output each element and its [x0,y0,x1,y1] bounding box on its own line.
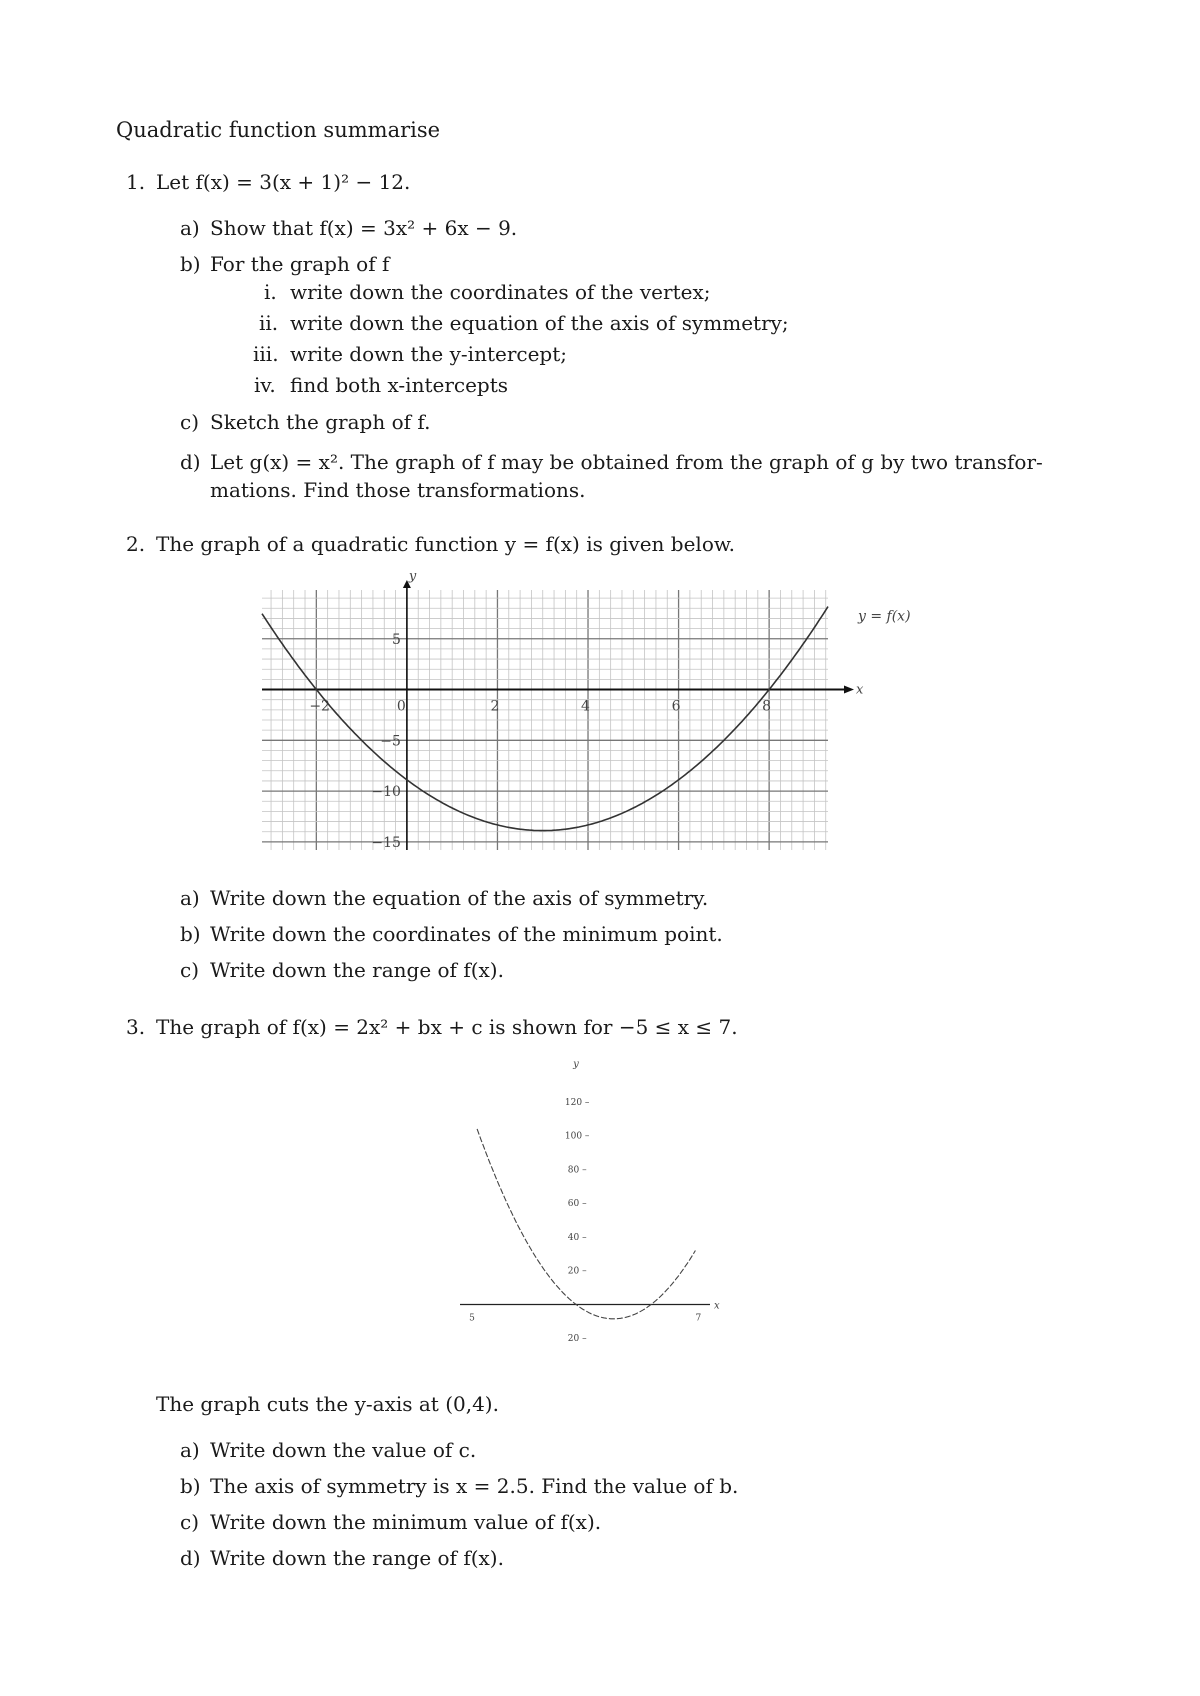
q2a-label: a) [180,886,200,910]
page-title: Quadratic function summarise [116,118,441,142]
q1d-label: d) [180,450,201,474]
y-tick-label: −10 [371,784,401,801]
q1b-iv-label: iv. [254,373,276,397]
q1a-text: Show that f(x) = 3x² + 6x − 9. [210,216,518,240]
x-tick-label: 2 [490,698,500,715]
y-tick-label: 120 – [564,1097,590,1108]
y-tick-label: 40 – [567,1232,587,1243]
q3b-text: The axis of symmetry is x = 2.5. Find the value of b. [210,1474,739,1498]
q3a-label: a) [180,1438,200,1462]
q1b-label: b) [180,252,201,276]
y-tick-label: −15 [371,834,401,851]
q2-graph-svg [250,569,950,860]
q1a-label: a) [180,216,200,240]
y-tick-label: 100 – [564,1131,590,1142]
x-tick-label: 8 [762,698,772,715]
q3a-text: Write down the value of c. [210,1438,477,1462]
y-axis-label: y [573,1059,579,1070]
y-tick-label: 80 – [567,1165,587,1176]
q2a-text: Write down the equation of the axis of symmetry. [210,886,709,910]
q1b-iii-text: write down the y-intercept; [290,342,568,366]
x-tick-label: 5 [469,1313,475,1324]
q3-stem: The graph of f(x) = 2x² + bx + c is shown for −5 ≤ x ≤ 7. [156,1015,738,1039]
x-tick-label: 6 [671,698,681,715]
x-tick-label: 0 [396,698,406,715]
q2c-label: c) [180,958,200,982]
q2-number: 2. [126,532,146,556]
y-tick-label: 5 [391,631,401,648]
q3-graph [460,1055,730,1359]
q2b-text: Write down the coordinates of the minimum point. [210,922,723,946]
q3b-label: b) [180,1474,201,1498]
curve-label: y = f(x) [858,608,911,625]
x-tick-label: −2 [309,698,330,715]
q1b-iv-text: find both x-intercepts [290,373,509,397]
y-tick-label: 20 – [567,1266,587,1277]
q2b-label: b) [180,922,201,946]
q3-note: The graph cuts the y-axis at (0,4). [156,1392,499,1416]
q3c-text: Write down the minimum value of f(x). [210,1510,602,1534]
q1d-line2: mations. Find those transformations. [210,478,586,502]
x-axis-label: x [714,1300,720,1312]
q2c-text: Write down the range of f(x). [210,958,504,982]
q1d-line1: Let g(x) = x². The graph of f may be obtained from the graph of g by two transfor- [210,450,1043,474]
q3-number: 3. [126,1015,146,1039]
q2-stem: The graph of a quadratic function y = f(x) is given below. [156,532,735,556]
q3-graph-svg [460,1055,730,1355]
q1b-ii-label: ii. [259,311,279,335]
q1-number: 1. [126,170,146,194]
y-axis-label: y [408,569,417,584]
x-tick-label: 7 [695,1313,702,1324]
q1b-iii-label: iii. [253,342,279,366]
x-axis-arrow [844,686,854,694]
q1b-i-text: write down the coordinates of the vertex; [290,280,711,304]
parabola-curve [477,1129,695,1319]
x-tick-label: 4 [581,698,590,715]
parabola-curve [262,607,828,831]
y-tick-label: −5 [380,733,401,750]
q3c-label: c) [180,1510,200,1534]
q1b-text: For the graph of f [210,252,390,276]
q2-graph [250,569,950,864]
q1b-ii-text: write down the equation of the axis of symmetry; [290,311,789,335]
q3d-text: Write down the range of f(x). [210,1546,504,1570]
q1c-text: Sketch the graph of f. [210,410,431,434]
q1b-i-label: i. [264,280,277,304]
q1-stem: Let f(x) = 3(x + 1)² − 12. [156,170,411,194]
y-tick-label: 20 – [567,1334,587,1345]
q1c-label: c) [180,410,200,434]
y-tick-label: 60 – [567,1199,587,1210]
x-axis-label: x [856,682,864,698]
q3d-label: d) [180,1546,201,1570]
